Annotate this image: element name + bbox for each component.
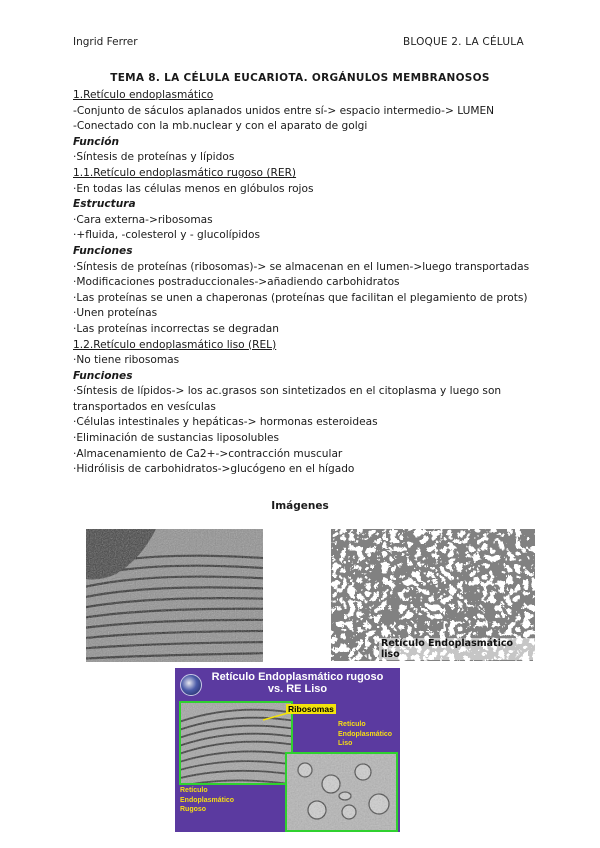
note-line: ·Células intestinales y hepáticas-> hormonas esteroideas xyxy=(73,416,378,429)
subsection-title: 1.2.Retículo endoplasmático liso (REL) xyxy=(73,338,277,351)
subsection-title: 1.1.Retículo endoplasmático rugoso (RER) xyxy=(73,166,297,179)
rel-caption: Retículo Endoplasmático liso xyxy=(379,638,535,660)
note-line: ·Hidrólisis de carbohidratos->glucógeno en el hígado xyxy=(73,463,355,476)
section-heading: Funciones xyxy=(73,244,133,257)
note-line: ·Las proteínas se unen a chaperonas (proteínas que facilitan el plegamiento de prots) xyxy=(73,291,528,304)
page-title: TEMA 8. LA CÉLULA EUCARIOTA. ORGÁNULOS MEMBRANOSOS xyxy=(110,72,490,84)
note-line: -Conjunto de sáculos aplanados unidos entre sí-> espacio intermedio-> LUMEN xyxy=(73,104,495,117)
note-line: ·Eliminación de sustancias liposolubles xyxy=(73,432,280,445)
label-rugoso: Retículo Endoplasmático Rugoso xyxy=(180,787,235,813)
globe-logo-icon xyxy=(180,674,202,696)
note-line: ·+fluida, -colesterol y - glucolípidos xyxy=(73,229,261,242)
subsection-title: 1.Retículo endoplasmático xyxy=(73,89,214,101)
images-heading: Imágenes xyxy=(271,500,329,512)
ribosomas-label: Ribosomas xyxy=(288,704,334,714)
rel-micrograph-image xyxy=(331,529,535,661)
rel-slide-image xyxy=(285,752,398,832)
note-line: ·No tiene ribosomas xyxy=(73,354,180,367)
note-line: ·Las proteínas incorrectas se degradan xyxy=(73,322,279,335)
note-line: ·Síntesis de proteínas y lípidos xyxy=(73,151,235,164)
ribosomas-pointer xyxy=(261,712,289,722)
section-heading: Funciones xyxy=(73,369,133,382)
notes-body xyxy=(73,88,533,478)
note-line: ·Modificaciones postraduccionales->añadiendo carbohidratos xyxy=(73,276,400,289)
note-line: ·Unen proteínas xyxy=(73,307,158,320)
note-line: ·Síntesis de lípidos-> los ac.grasos son sintetizados en el citoplasma y luego son transportados en vesículas xyxy=(73,385,502,413)
note-line: ·Almacenamiento de Ca2+->contracción muscular xyxy=(73,447,343,460)
slide-title xyxy=(205,671,390,695)
note-line: ·Cara externa->ribosomas xyxy=(73,213,213,226)
header-section: BLOQUE 2. LA CÉLULA xyxy=(403,36,524,48)
rer-micrograph-image xyxy=(86,529,263,662)
header-author: Ingrid Ferrer xyxy=(73,36,138,48)
note-line: ·Síntesis de proteínas (ribosomas)-> se almacenan en el lumen->luego transportadas xyxy=(73,260,530,273)
section-heading: Función xyxy=(73,135,120,148)
label-liso: Retículo Endoplasmático Liso xyxy=(338,721,393,747)
slide-title-line2: vs. RE Liso xyxy=(267,683,328,695)
note-line: ·En todas las células menos en glóbulos rojos xyxy=(73,182,314,195)
note-line: -Conectado con la mb.nuclear y con el aparato de golgi xyxy=(73,120,368,133)
section-heading: Estructura xyxy=(73,198,136,211)
slide-title-line1: Retículo Endoplasmático rugoso xyxy=(211,671,384,683)
rer-vs-rel-slide xyxy=(175,668,400,832)
